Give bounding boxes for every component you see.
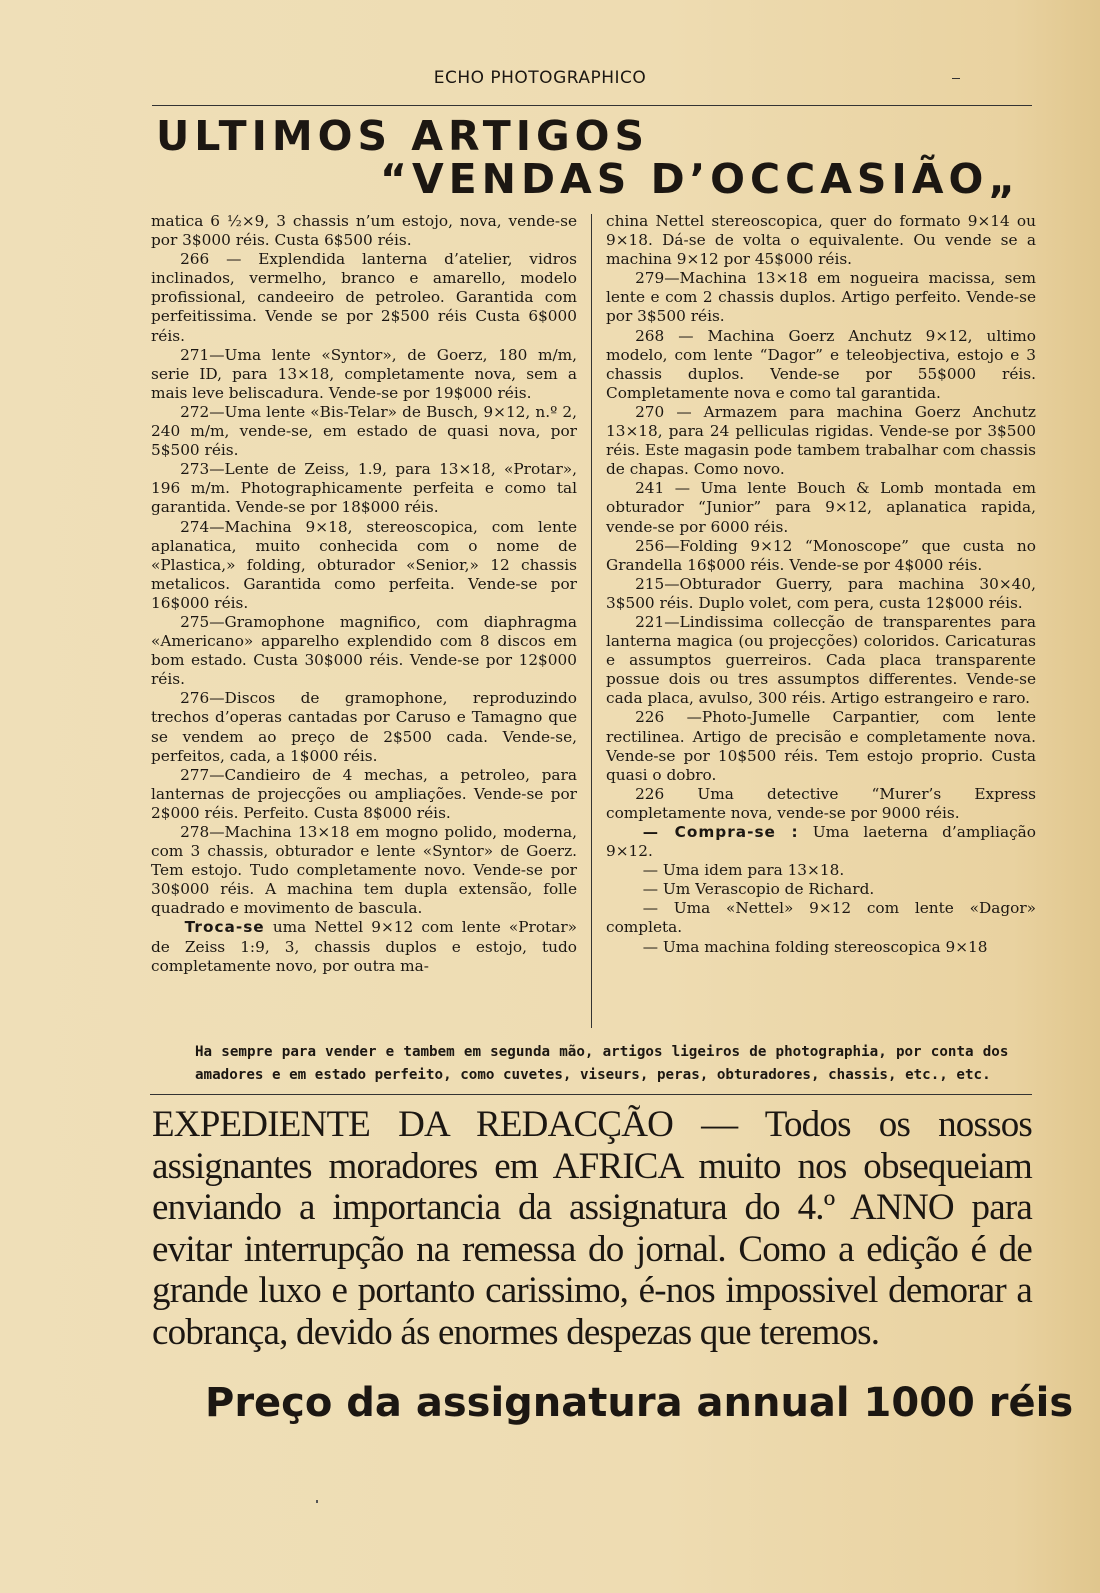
bottom-rule — [150, 1094, 1032, 1095]
listing: 256—Folding 9×12 “Monoscope” que custa no Grandella 16$000 réis. Vende-se por 4$000 réis. — [606, 536, 1036, 574]
listing: 215—Obturador Guerry, para machina 30×40, 3$500 réis. Duplo volet, com pera, custa 12$000 réis. — [606, 574, 1036, 612]
listing: 279—Machina 13×18 em nogueira macissa, sem lente e com 2 chassis duplos. Artigo perfeito. Vende-se por 3$500 réis. — [606, 269, 1036, 326]
listing: 266 — Explendida lanterna d’atelier, vidros inclinados, vermelho, branco e amarello, modelo profissional, candeeiro de petroleo. Garantida com perfeitissima. Vende se por 2$500 réis Custa 6$000 réis. — [151, 250, 577, 345]
column-divider — [591, 214, 592, 1028]
headline-line-1: ULTIMOS ARTIGOS — [156, 112, 650, 160]
top-rule — [152, 105, 1032, 106]
listing: china Nettel stereoscopica, quer do formato 9×14 ou 9×18. Dá-se de volta o equivalente. Ou vende se a machina 9×12 por 45$000 réis. — [606, 212, 1036, 269]
listing: 276—Discos de gramophone, reproduzindo trechos d’operas cantadas por Caruso e Tamagno que se vendem ao preço de 2$500 cada. Vende-se, perfeitos, cada, a 1$000 réis. — [151, 689, 577, 765]
subscription-price: Preço da assignatura annual 1000 réis — [205, 1380, 1074, 1426]
right-column — [606, 212, 1036, 957]
listing: 275—Gramophone magnifico, com diaphragma «Americano» apparelho explendido com 8 discos em bom estado. Custa 30$000 réis. Vende-se por 12$000 réis. — [151, 612, 577, 689]
left-column — [151, 212, 577, 976]
headline-line-2: “VENDAS D’OCCASIÃO„ — [380, 155, 1021, 203]
stock-notice: Ha sempre para vender e tambem em segunda mão, artigos ligeiros de photographia, por conta dos amadores e em estado perfeito, como cuvetes, viseurs, peras, obturadores, chassis, etc., etc. — [195, 1044, 1009, 1083]
listing: 272—Uma lente «Bis-Telar» de Busch, 9×12, n.º 2, 240 m/m, vende-se, em estado de quasi nova, por 5$500 réis. — [151, 402, 577, 460]
listing: 268 — Machina Goerz Anchutz 9×12, ultimo modelo, com lente “Dagor” e teleobjectiva, estojo e 3 chassis duplos. Vende-se por 55$000 réis. Completamente nova e como tal garantida. — [606, 326, 1036, 402]
compra-item: — Uma «Nettel» 9×12 com lente «Dagor» completa. — [606, 899, 1036, 937]
listing: 277—Candieiro de 4 mechas, a petroleo, para lanternas de projecções ou ampliações. Vende-se por 2$000 réis. Perfeito. Custa 8$000 réis. — [151, 765, 577, 822]
listing: 221—Lindissima collecção de transparentes para lanterna magica (ou projecções) coloridos. Caricaturas e assumptos guerreiros. Cada placa transparente possue dois ou tres assumptos differentes. Vende-se cada placa, avulso, 300 réis. Artigo estrangeiro e raro. — [606, 612, 1036, 708]
compra-text: Uma laeterna d’ampliação 9×12. — [606, 823, 1036, 861]
listing: 273—Lente de Zeiss, 1.9, para 13×18, «Protar», 196 m/m. Photographicamente perfeita e como tal garantida. Vende-se por 18$000 réis. — [151, 460, 577, 517]
compra-item: — Um Verascopio de Richard. — [642, 880, 875, 899]
listing: 241 — Uma lente Bouch & Lomb montada em obturador “Junior” para 9×12, aplanatica rapida, vende-se por 6000 réis. — [606, 479, 1036, 536]
listing: matica 6 ½×9, 3 chassis n’um estojo, nova, vende-se por 3$000 réis. Custa 6$500 réis. — [151, 212, 577, 250]
troca-listing — [151, 918, 577, 975]
header-dash — [952, 78, 960, 79]
troca-text: uma Nettel 9×12 com lente «Protar» de Zeiss 1:9, 3, chassis duplos e estojo, tudo completamente novo, por outra ma- — [151, 918, 577, 975]
compra-item: — Uma machina folding stereoscopica 9×18 — [642, 937, 988, 956]
running-title: ECHO PHOTOGRAPHICO — [433, 68, 647, 88]
compra-listing — [606, 823, 1036, 861]
editorial-notice: EXPEDIENTE DA REDACÇÃO — Todos os nossos assignantes moradores em AFRICA muito nos obsequeiam enviando a importancia da assignatura do 4.º ANNO para evitar interrupção na remessa do jornal. Como a edição é de grande luxo e portanto carissimo, é-nos impossivel demorar a cobrança, devido ás enormes despezas que teremos. — [152, 1104, 1032, 1353]
listing: 274—Machina 9×18, stereoscopica, com lente aplanatica, muito conhecida com o nome de «Plastica,» folding, obturador «Senior,» 12 chassis metalicos. Garantida como perfeita. Vende-se por 16$000 réis. — [151, 517, 577, 612]
listing: 278—Machina 13×18 em mogno polido, moderna, com 3 chassis, obturador e lente «Syntor» de Goerz. Tem estojo. Tudo completamente novo. Vende-se por 30$000 réis. A machina tem dupla extensão, folle quadrado e movimento de bascula. — [151, 823, 577, 918]
listing: 226 —Photo-Jumelle Carpantier, com lente rectilinea. Artigo de precisão e completamente nova. Vende-se por 10$500 réis. Tem estojo proprio. Custa quasi o dobro. — [606, 708, 1036, 784]
listing: 226 Uma detective “Murer’s Express completamente nova, vende-se por 9000 réis. — [606, 784, 1036, 822]
troca-lead: Troca-se — [184, 918, 265, 937]
compra-item: — Uma idem para 13×18. — [642, 861, 845, 880]
listing: 271—Uma lente «Syntor», de Goerz, 180 m/m, serie ID, para 13×18, completamente nova, sem a mais leve beliscadura. Vende-se por 19$000 réis. — [151, 345, 577, 402]
ink-speck — [316, 1500, 318, 1503]
listing: 270 — Armazem para machina Goerz Anchutz 13×18, para 24 pelliculas rigidas. Vende-se por 3$500 réis. Este magasin pode tambem trabalhar com chassis de chapas. Como novo. — [606, 402, 1036, 479]
compra-lead: — Compra-se : — [642, 823, 799, 841]
